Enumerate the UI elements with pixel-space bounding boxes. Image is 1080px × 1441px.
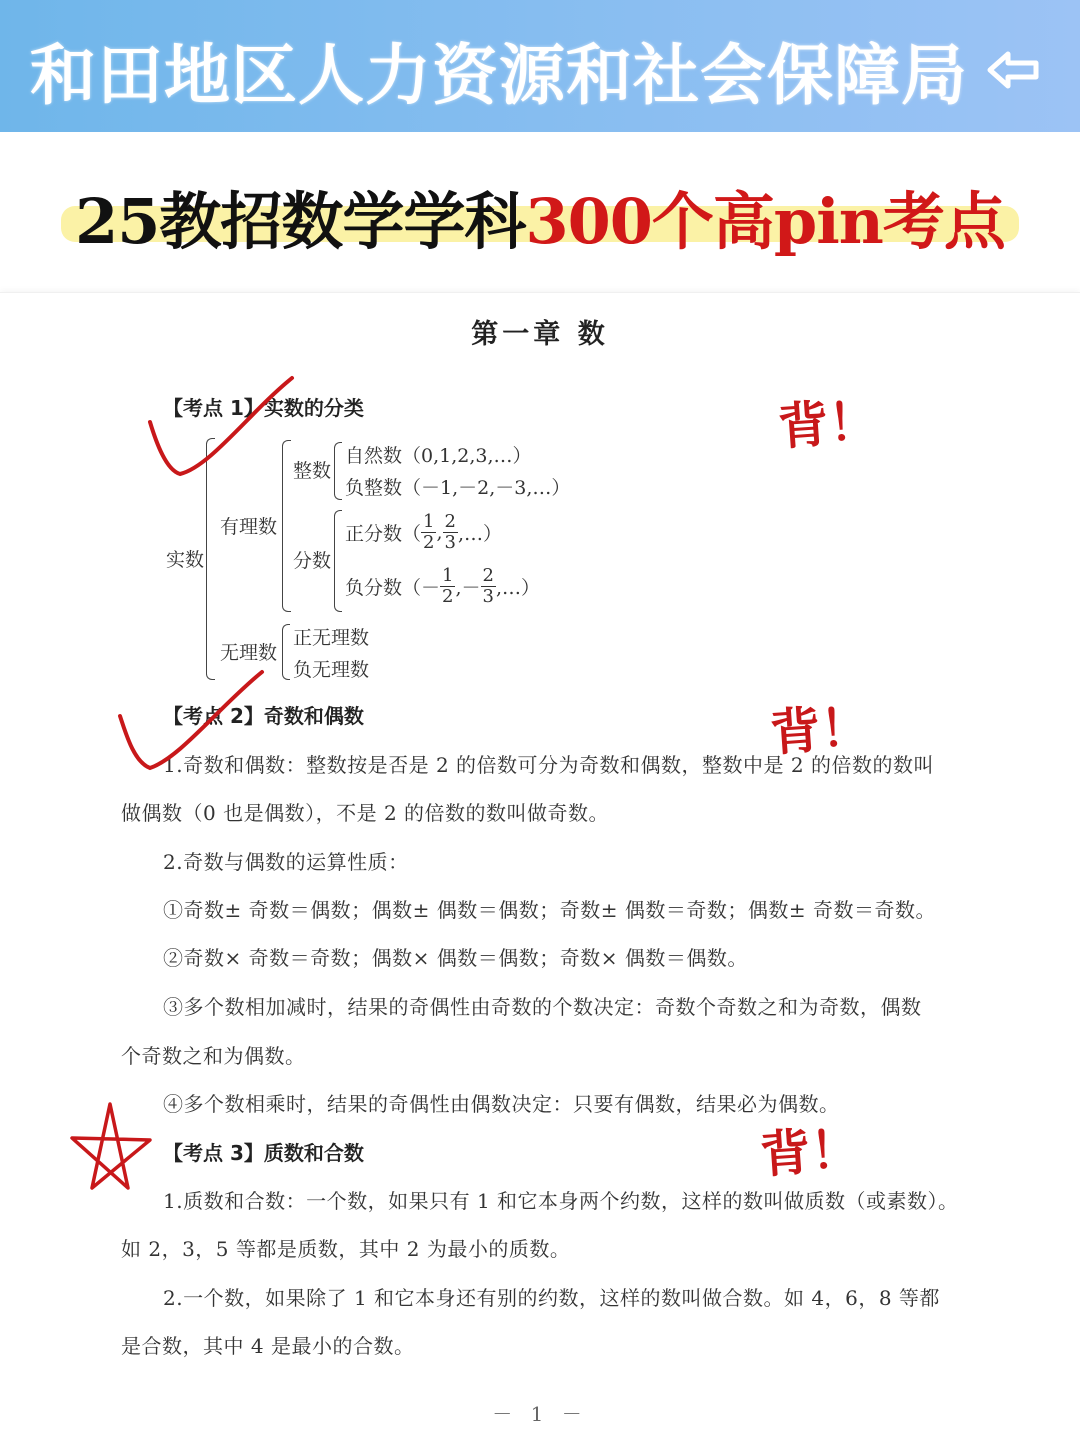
numerator: 1 [442,565,454,586]
tree-root: 实数 [166,549,205,571]
memorize-note-1: 背！ [776,391,881,457]
tree-integer: 整数 [293,460,332,482]
pos-fraction-label: 正分数（ [345,523,422,545]
numerator: 2 [482,565,494,586]
brace-irrational [282,624,290,680]
kp1-heading: 【考点 1】实数的分类 [163,396,364,420]
fraction-2-3 [443,512,458,553]
denominator: 2 [423,532,435,553]
kp3-p1-line1: 1.质数和合数：一个数，如果只有 1 和它本身两个约数，这样的数叫做质数（或素数）。 [163,1189,959,1213]
tree-pos-fraction: 正分数（ $\frac{1}{2}$ , $\frac{2}{3}$ ,…） [345,511,503,553]
neg-fraction-mid: ,－ [455,577,481,599]
headline-part1: 25教招数学学科 [75,185,526,258]
memorize-note-3: 背！ [758,1119,863,1185]
banner-title: 和田地区人力资源和社会保障局 [30,37,968,114]
kp2-rule1: ①奇数± 奇数＝偶数；偶数± 偶数＝偶数；奇数± 偶数＝奇数；偶数± 奇数＝奇数。 [163,898,936,922]
kp2-rule3-line1: ③多个数相加减时，结果的奇偶性由奇数的个数决定：奇数个奇数之和为奇数，偶数 [163,995,922,1019]
header-banner [0,0,1080,132]
kp2-p1-line2: 做偶数（0 也是偶数），不是 2 的倍数的数叫做奇数。 [121,801,610,825]
kp2-rule4: ④多个数相乘时，结果的奇偶性由偶数决定：只要有偶数，结果必为偶数。 [163,1092,840,1116]
kp2-p1-line1: 1.奇数和偶数：整数按是否是 2 的倍数可分为奇数和偶数，整数中是 2 的倍数的数叫 [163,753,934,777]
headline [0,172,1080,261]
denominator: 3 [444,532,456,553]
tree-irrational: 无理数 [220,642,278,664]
back-arrow-icon[interactable] [982,44,1046,96]
kp2-p2: 2.奇数与偶数的运算性质： [163,850,409,874]
tree-pos-irrational: 正无理数 [293,627,370,649]
kp2-heading: 【考点 2】奇数和偶数 [163,704,364,728]
kp3-p1-line2: 如 2，3，5 等都是质数，其中 2 为最小的质数。 [121,1237,571,1261]
denominator: 3 [482,586,494,607]
kp3-heading: 【考点 3】质数和合数 [163,1141,364,1165]
tree-natural: 自然数（0,1,2,3,…） [345,445,532,467]
brace-integer [334,442,342,500]
memorize-note-2: 背！ [768,697,873,763]
brace-fraction [334,510,342,612]
denominator: 2 [442,586,454,607]
pos-fraction-tail: ,…） [457,523,503,545]
kp3-p2-line2: 是合数，其中 4 是最小的合数。 [121,1334,415,1358]
checkmark-icon [112,668,272,778]
checkmark-icon [140,372,300,482]
tree-neg-integer: 负整数（－1,－2,－3,…） [345,477,571,499]
fraction-1-2 [440,566,455,607]
neg-fraction-tail: ,…） [495,577,541,599]
tree-fraction: 分数 [293,550,332,572]
neg-fraction-label: 负分数（－ [345,577,441,599]
headline-part2: 300个高pin考点 [525,185,1005,258]
kp2-rule3-line2: 个奇数之和为偶数。 [121,1044,306,1068]
fraction-2-3 [481,566,496,607]
tree-neg-irrational: 负无理数 [293,659,370,681]
fraction-1-2 [421,512,436,553]
kp2-rule2: ②奇数× 奇数＝奇数；偶数× 偶数＝偶数；奇数× 偶数＝偶数。 [163,946,748,970]
star-icon [66,1100,156,1194]
tree-neg-fraction [345,566,540,607]
tree-rational: 有理数 [220,516,278,538]
numerator: 1 [423,511,435,532]
chapter-title: 第一章 数 [471,319,609,350]
numerator: 2 [444,511,456,532]
kp3-p2-line1: 2.一个数，如果除了 1 和它本身还有别的约数，这样的数叫做合数。如 4，6，8 等都 [163,1286,940,1310]
page-number: － 1 － [492,1402,588,1426]
